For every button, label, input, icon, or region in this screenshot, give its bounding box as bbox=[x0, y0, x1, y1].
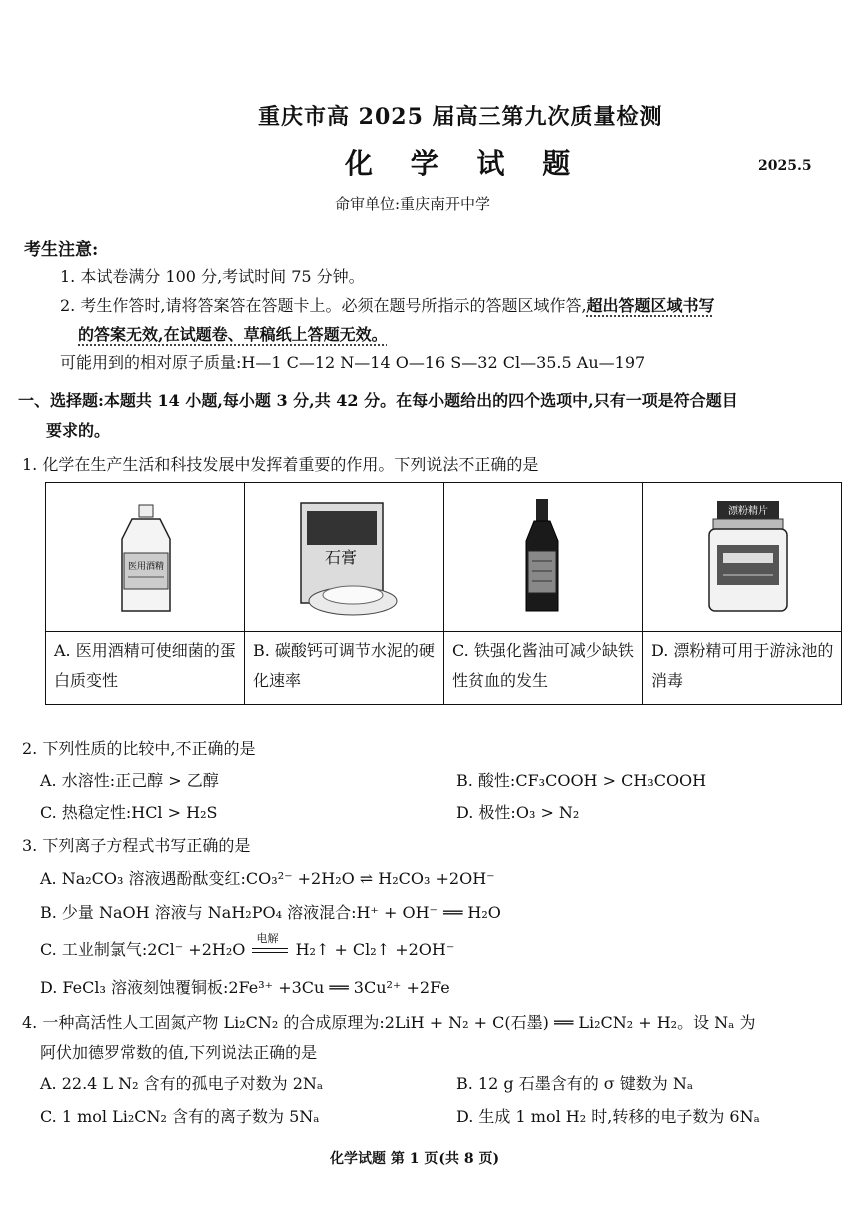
q1-option-b: B. 碳酸钙可调节水泥的硬化速率 bbox=[253, 641, 435, 690]
section-heading: 一、选择题:本题共 14 小题,每小题 3 分,共 42 分。在每小题给出的四个选项中,只有一项是符合题目 bbox=[18, 391, 738, 410]
alcohol-label: 医用酒精 bbox=[127, 562, 165, 572]
exam-date: 2025.5 bbox=[758, 158, 812, 174]
q3-option-c-left: C. 工业制氯气:2Cl⁻ +2H₂O bbox=[40, 940, 246, 959]
notice-item-2-cont: 的答案无效,在试题卷、草稿纸上答题无效。 bbox=[78, 325, 388, 344]
q4-option-c: C. 1 mol Li₂CN₂ 含有的离子数为 5Nₐ bbox=[40, 1107, 320, 1126]
soy-sauce-bottle-image bbox=[444, 483, 641, 631]
section-heading-cont: 要求的。 bbox=[46, 421, 111, 440]
q2-option-d: D. 极性:O₃ > N₂ bbox=[456, 803, 580, 822]
q4-option-b: B. 12 g 石墨含有的 σ 键数为 Nₐ bbox=[456, 1074, 694, 1093]
gypsum-label: 石膏 bbox=[325, 548, 358, 567]
q3-option-c-right: H₂↑ + Cl₂↑ +2OH⁻ bbox=[295, 940, 455, 959]
q4-option-d: D. 生成 1 mol H₂ 时,转移的电子数为 6Nₐ bbox=[456, 1107, 760, 1126]
q4-stem-cont: 阿伏加德罗常数的值,下列说法正确的是 bbox=[40, 1043, 318, 1062]
q3-option-d: D. FeCl₃ 溶液刻蚀覆铜板:2Fe³⁺ +3Cu ══ 3Cu²⁺ +2Fe bbox=[40, 978, 450, 997]
q3-option-c bbox=[40, 931, 455, 960]
alcohol-bottle-image bbox=[46, 483, 243, 631]
q4-option-a: A. 22.4 L N₂ 含有的孤电子对数为 2Nₐ bbox=[40, 1074, 324, 1093]
q1-option-a-cell bbox=[46, 632, 245, 705]
q2-option-c: C. 热稳定性:HCl > H₂S bbox=[40, 803, 218, 822]
q4-stem: 4. 一种高活性人工固氮产物 Li₂CN₂ 的合成原理为:2LiH + N₂ + C(石墨) ══ Li₂CN₂ + H₂。设 Nₐ 为 bbox=[22, 1013, 756, 1032]
q1-image-cell-c bbox=[444, 483, 643, 632]
q2-option-b: B. 酸性:CF₃COOH > CH₃COOH bbox=[456, 771, 707, 790]
q1-option-b-cell bbox=[245, 632, 444, 705]
q1-options-table bbox=[45, 482, 842, 705]
q1-image-cell-a bbox=[46, 483, 245, 632]
electrolysis-condition: 电解 bbox=[256, 931, 279, 945]
q3-stem: 3. 下列离子方程式书写正确的是 bbox=[22, 836, 251, 855]
bleach-label: 漂粉精片 bbox=[728, 506, 768, 517]
exam-subject: 化 学 试 题 bbox=[345, 147, 585, 180]
q1-option-a: A. 医用酒精可使细菌的蛋白质变性 bbox=[54, 641, 236, 690]
q1-option-c: C. 铁强化酱油可减少缺铁性贫血的发生 bbox=[452, 641, 634, 690]
q3-option-b: B. 少量 NaOH 溶液与 NaH₂PO₄ 溶液混合:H⁺ + OH⁻ ══ H₂O bbox=[40, 903, 501, 922]
notice-heading: 考生注意: bbox=[24, 240, 99, 260]
notice-emphasis: 超出答题区域书写 bbox=[586, 296, 715, 315]
q2-option-a: A. 水溶性:正己醇 > 乙醇 bbox=[40, 771, 219, 790]
exam-title: 重庆市高 2025 届高三第九次质量检测 bbox=[258, 104, 663, 130]
q1-option-d: D. 漂粉精可用于游泳池的消毒 bbox=[651, 641, 834, 690]
q1-option-d-cell bbox=[643, 632, 842, 705]
atomic-masses: 可能用到的相对原子质量:H—1 C—12 N—14 O—16 S—32 Cl—35.5 Au—197 bbox=[60, 353, 646, 372]
q1-image-cell-b bbox=[245, 483, 444, 632]
q1-stem: 1. 化学在生产生活和科技发展中发挥着重要的作用。下列说法不正确的是 bbox=[22, 455, 539, 474]
notice-item-1: 1. 本试卷满分 100 分,考试时间 75 分钟。 bbox=[60, 267, 365, 286]
q3-option-a: A. Na₂CO₃ 溶液遇酚酞变红:CO₃²⁻ +2H₂O ⇌ H₂CO₃ +2OH⁻ bbox=[40, 869, 495, 888]
q2-stem: 2. 下列性质的比较中,不正确的是 bbox=[22, 739, 256, 758]
electrolysis-arrow bbox=[250, 931, 290, 958]
q1-image-cell-d bbox=[643, 483, 842, 632]
notice-item-2-text: 2. 考生作答时,请将答案答在答题卡上。必须在题号所指示的答题区域作答, bbox=[60, 296, 587, 315]
q1-option-c-cell bbox=[444, 632, 643, 705]
gypsum-bag-image bbox=[245, 483, 442, 631]
notice-item-2 bbox=[60, 293, 715, 316]
bleach-tablet-jar-image bbox=[643, 483, 840, 631]
exam-unit: 命审单位:重庆南开中学 bbox=[335, 195, 491, 213]
page-footer: 化学试题 第 1 页(共 8 页) bbox=[330, 1151, 500, 1167]
